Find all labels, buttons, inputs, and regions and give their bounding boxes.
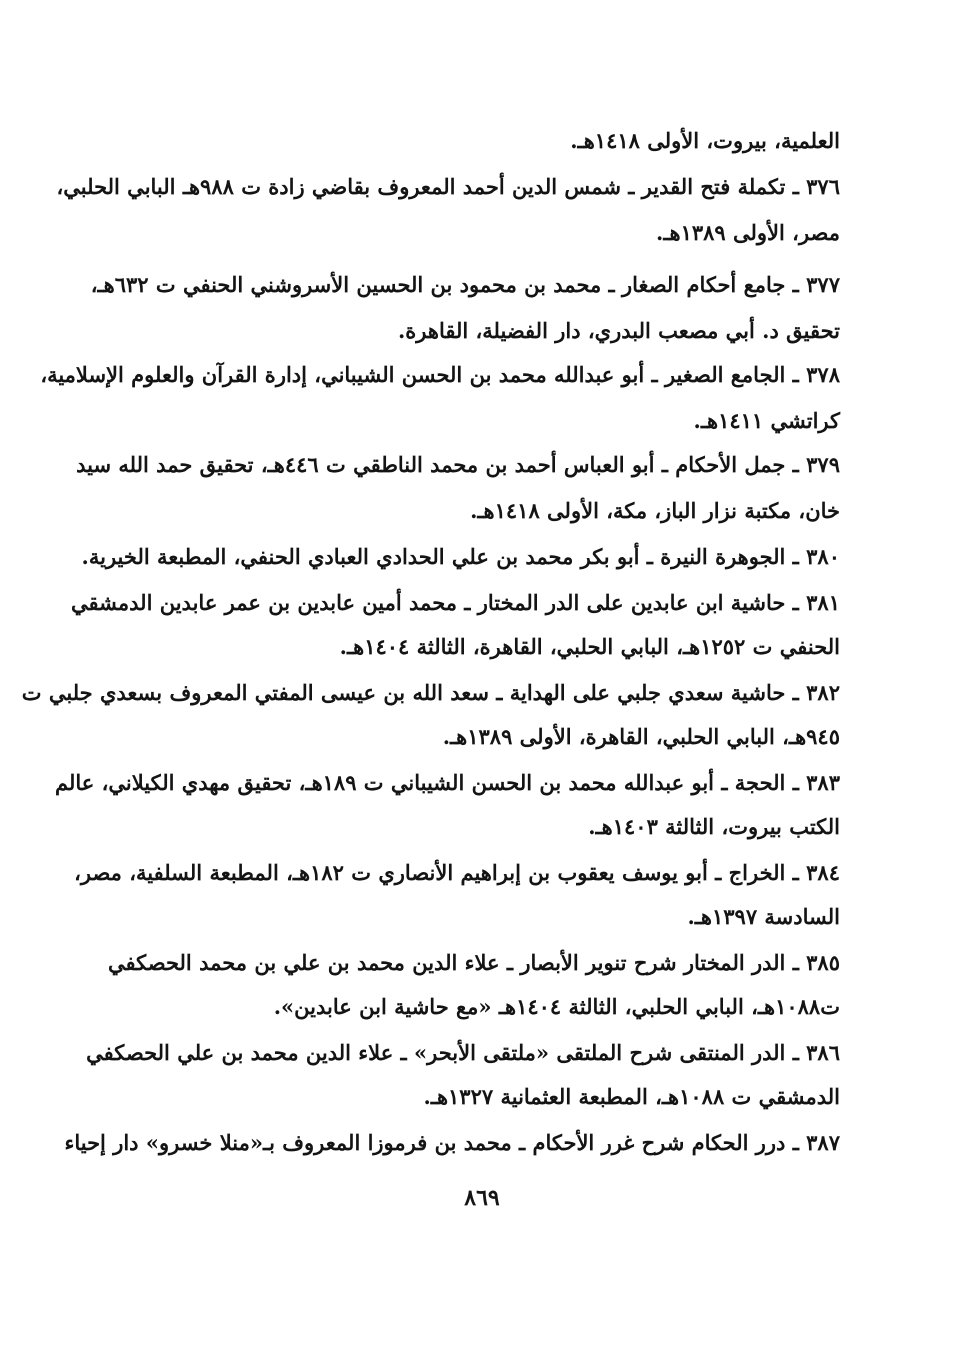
text-line-18: السادسة ١٣٩٧هـ. <box>687 904 840 929</box>
text-line-17: ٣٨٤ ـ الخراج ـ أبو يوسف يعقوب بن إبراهيم الأنصاري ت ١٨٢هـ، المطبعة السلفية، مصر، <box>74 860 840 885</box>
text-line-7: كراتشي ١٤١١هـ. <box>693 408 840 433</box>
text-line-4: ٣٧٧ ـ جامع أحكام الصغار ـ محمد بن محمود بن الحسين الأسروشني الحنفي ت ٦٣٢هـ، <box>90 272 840 297</box>
text-line-15: ٣٨٣ ـ الحجة ـ أبو عبدالله محمد بن الحسن الشيباني ت ١٨٩هـ، تحقيق مهدي الكيلاني، عالم <box>55 770 840 795</box>
text-line-3: مصر، الأولى ١٣٨٩هـ. <box>656 220 840 245</box>
text-line-8: ٣٧٩ ـ جمل الأحكام ـ أبو العباس أحمد بن محمد الناطقي ت ٤٤٦هـ، تحقيق حمد الله سيد <box>76 452 840 477</box>
text-line-6: ٣٧٨ ـ الجامع الصغير ـ أبو عبدالله محمد بن الحسن الشيباني، إدارة القرآن والعلوم الإسلامية، <box>40 362 840 387</box>
text-line-5: تحقيق د. أبي مصعب البدري، دار الفضيلة، القاهرة. <box>397 318 840 343</box>
text-line-14: ٩٤٥هـ، البابي الحلبي، القاهرة، الأولى ١٣٨٩هـ. <box>442 724 840 749</box>
text-line-12: الحنفي ت ١٢٥٢هـ، البابي الحلبي، القاهرة، الثالثة ١٤٠٤هـ. <box>339 634 840 659</box>
text-line-9: خان، مكتبة نزار الباز، مكة، الأولى ١٤١٨هـ. <box>470 498 840 523</box>
text-line-10: ٣٨٠ ـ الجوهرة النيرة ـ أبو بكر محمد بن علي الحدادي العبادي الحنفي، المطبعة الخيرية. <box>81 544 840 569</box>
text-line-19: ٣٨٥ ـ الدر المختار شرح تنوير الأبصار ـ علاء الدين محمد بن علي بن محمد الحصكفي <box>108 950 840 975</box>
text-line-11: ٣٨١ ـ حاشية ابن عابدين على الدر المختار ـ محمد أمين عابدين بن عمر عابدين الدمشقي <box>71 590 840 615</box>
text-line-23: ٣٨٧ ـ درر الحكام شرح غرر الأحكام ـ محمد بن فرموزا المعروف بـ«منلا خسرو» دار إحياء <box>64 1130 840 1155</box>
text-line-2: ٣٧٦ ـ تكملة فتح القدير ـ شمس الدين أحمد المعروف بقاضي زادة ت ٩٨٨هـ البابي الحلبي، <box>56 174 840 199</box>
text-line-21: ٣٨٦ ـ الدر المنتقى شرح الملتقى «ملتقى الأبحر» ـ علاء الدين محمد بن علي الحصكفي <box>86 1040 840 1065</box>
text-line-22: الدمشقي ت ١٠٨٨هـ، المطبعة العثمانية ١٣٢٧هـ. <box>423 1084 840 1109</box>
text-line-13: ٣٨٢ ـ حاشية سعدي جلبي على الهداية ـ سعد الله بن عيسى المفتي المعروف بسعدي جلبي ت <box>21 680 840 705</box>
page-number: ٨٦٩ <box>464 1185 500 1211</box>
text-line-1: العلمية، بيروت، الأولى ١٤١٨هـ. <box>570 128 840 153</box>
text-line-16: الكتب بيروت، الثالثة ١٤٠٣هـ. <box>588 814 840 839</box>
text-line-20: ت١٠٨٨هـ، البابي الحلبي، الثالثة ١٤٠٤هـ «مع حاشية ابن عابدين». <box>273 994 840 1019</box>
